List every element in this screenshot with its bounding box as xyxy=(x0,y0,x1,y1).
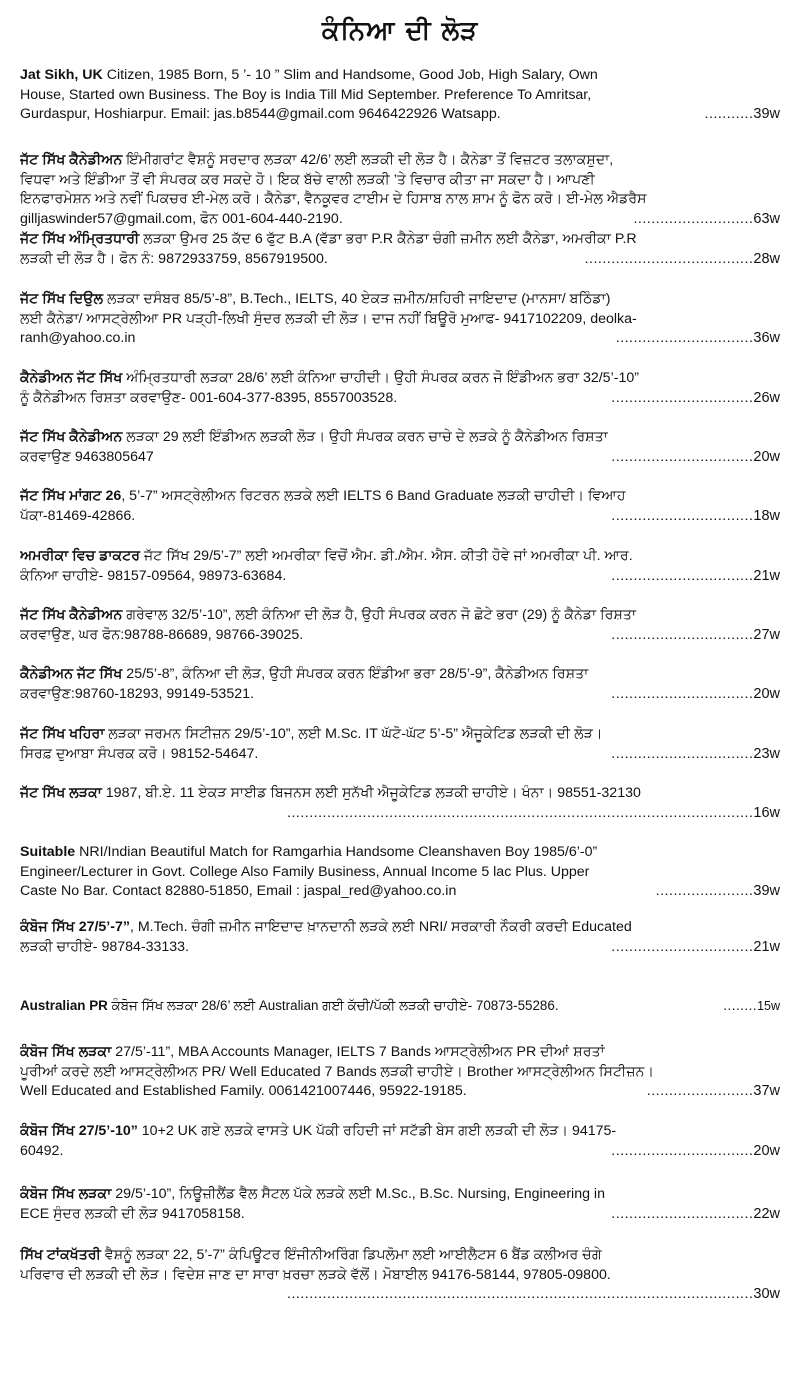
ad-line-text xyxy=(20,685,254,705)
ad-line-text xyxy=(20,429,608,445)
ad-code: 18w xyxy=(753,507,780,524)
ad-code: 23w xyxy=(753,745,780,762)
classified-ad xyxy=(20,606,780,645)
ad-line-text xyxy=(20,1064,654,1080)
ad-line-text xyxy=(20,938,189,958)
ad-line-text xyxy=(20,250,328,270)
ad-body: 27/5’-11”, MBA Accounts Manager, IELTS 7 Bands ਆਸਟ੍ਰੇਲੀਅਨ PR ਦੀਆਂ ਸ਼ਰਤਾਂ xyxy=(111,1044,605,1060)
ad-line-text xyxy=(20,311,637,327)
ad-body: 60492. xyxy=(20,1142,64,1159)
ad-body: ਲਈ ਕੈਨੇਡਾ/ ਆਸਟ੍ਰੇਲੀਆ PR ਪੜ੍ਹੀ-ਲਿਖੀ ਸੁੰਦਰ ਲੜਕੀ ਦੀ ਲੋੜ। ਦਾਜ ਨਹੀਂ ਬਿਊਰੋ ਮੁਆਫ- 9417102209, deolka- xyxy=(20,310,637,327)
classified-ad xyxy=(20,725,780,764)
ad-line xyxy=(20,329,780,349)
ad-line xyxy=(20,784,780,804)
ad-lead: ਜੱਟ ਸਿੱਖ ਕੈਨੇਡੀਅਨ xyxy=(20,152,123,168)
ad-body: ਇੰਮੀਗਰਾਂਟ ਵੈਸ਼ਨੂੰ ਸਰਦਾਰ ਲੜਕਾ 42/6’ ਲਈ ਲੜਕੀ ਦੀ ਲੋੜ ਹੈ। ਕੈਨੇਡਾ ਤੋਂ ਵਿਜ਼ਟਰ ਤਲਾਕਸ਼ੁਦਾ, xyxy=(122,152,614,168)
ad-line xyxy=(20,1285,780,1305)
ad-line-text xyxy=(20,996,559,1016)
ad-line-text xyxy=(20,844,597,860)
classified-ad xyxy=(20,1185,780,1224)
ad-leader-dots: ...................................... xyxy=(584,250,754,267)
ad-body: Citizen, 1985 Born, 5 ’- 10 ” Slim and Handsome, Good Job, High Salary, Own xyxy=(102,67,598,83)
ad-line xyxy=(20,1122,780,1142)
ad-line-text xyxy=(20,291,610,307)
ad-body: ਲੜਕੀ ਦੀ ਲੋੜ ਹੈ। ਫੋਨ ਨੰ: 9872933759, 8567919500. xyxy=(20,250,328,267)
ad-lead: ਕੰਬੋਜ ਸਿੱਖ ਲੜਕਾ xyxy=(20,1186,112,1202)
classified-ad xyxy=(20,230,780,269)
ad-leader-dots: ................................ xyxy=(611,745,754,762)
ad-leader-dots: ......................................................................................................... xyxy=(287,804,754,821)
ad-lead: ਜੱਟ ਸਿੱਖ ਮਾਂਗਟ 26 xyxy=(20,488,122,504)
ad-leader-dots: ................................ xyxy=(611,626,754,643)
ad-code: 20w xyxy=(753,448,780,465)
ad-leader-dots: ................................ xyxy=(611,1142,754,1159)
ad-body: ਲੜਕੀ ਚਾਹੀਏ- 98784-33133. xyxy=(20,938,190,955)
classified-ad xyxy=(20,428,780,467)
ad-line xyxy=(20,171,780,191)
ad-line xyxy=(20,448,780,468)
ad-lead: ਜੱਟ ਸਿੱਖ ਦਿਉਲ xyxy=(20,291,104,307)
classified-ad xyxy=(20,784,780,823)
ad-body: 1987, ਬੀ.ਏ. 11 ਏਕੜ ਸਾਈਡ ਬਿਜਨਸ ਲਈ ਸੁਨੱਖੀ ਐਜੂਕੇਟਿਡ ਲੜਕੀ ਚਾਹੀਏ। ਖੰਨਾ। 98551-32130 xyxy=(101,785,641,801)
ad-line xyxy=(20,626,780,646)
ad-leader-dots: ........ xyxy=(723,998,758,1013)
ad-lead: ਕੈਨੇਡੀਅਨ ਜੱਟ ਸਿੱਖ xyxy=(20,370,123,386)
ad-body: ਪੱਕਾ-81469-42866. xyxy=(20,507,136,524)
ad-line-text xyxy=(20,1247,602,1263)
classified-ad xyxy=(20,1246,780,1305)
ad-line-text xyxy=(20,626,303,646)
classified-ad xyxy=(20,369,780,408)
ad-line-text xyxy=(20,105,501,125)
ad-line-text xyxy=(20,87,591,103)
ad-code: 20w xyxy=(753,1142,780,1159)
ad-line xyxy=(20,1185,780,1205)
ad-lead: ਜੱਟ ਸਿੱਖ ਲੜਕਾ xyxy=(20,785,102,801)
ad-line-text xyxy=(20,726,603,742)
ad-line xyxy=(20,1082,780,1102)
ad-lead: ਅਮਰੀਕਾ ਵਿਚ ਡਾਕਟਰ xyxy=(20,548,141,564)
ad-line xyxy=(20,487,780,507)
ad-leader-dots: ................................ xyxy=(611,448,754,465)
ad-code: 27w xyxy=(753,626,780,643)
ad-code: 21w xyxy=(753,938,780,955)
ad-body: ਨੂੰ ਕੈਨੇਡੀਅਨ ਰਿਸ਼ਤਾ ਕਰਵਾਉਣ- 001-604-377-8395, 8557003528. xyxy=(20,389,398,406)
ad-lead: ਕੈਨੇਡੀਅਨ ਜੱਟ ਸਿੱਖ xyxy=(20,666,123,682)
ad-line xyxy=(20,86,780,106)
ad-line xyxy=(20,389,780,409)
ad-line xyxy=(20,804,780,824)
classified-ad xyxy=(20,665,780,704)
classified-ad xyxy=(20,151,780,229)
ad-code: 63w xyxy=(753,210,780,227)
ad-lead: ਕੰਬੋਜ ਸਿੱਖ 27/5’-10” xyxy=(20,1123,138,1139)
ad-line-text xyxy=(20,666,588,682)
classified-ad xyxy=(20,487,780,526)
ad-line-text xyxy=(20,548,633,564)
ad-body: House, Started own Business. The Boy is India Till Mid September. Preference To Amritsar, xyxy=(20,86,592,103)
ad-line-text xyxy=(20,488,626,504)
ad-lead: Jat Sikh, UK xyxy=(20,67,103,83)
ad-lead: ਜੱਟ ਸਿੱਖ ਕੈਨੇਡੀਅਨ xyxy=(20,607,123,623)
ad-code: 36w xyxy=(753,330,780,347)
ad-line xyxy=(20,918,780,938)
ad-line xyxy=(20,843,780,863)
ad-line xyxy=(20,547,780,567)
ad-lead: ਜੱਟ ਸਿੱਖ ਕੈਨੇਡੀਅਨ xyxy=(20,429,123,445)
ad-code: 37w xyxy=(753,1083,780,1100)
ad-body: Well Educated and Established Family. 0061421007446, 95922-19185. xyxy=(20,1083,467,1100)
ad-lead: ਕੰਬੋਜ ਸਿੱਖ 27/5’-7” xyxy=(20,919,130,935)
ad-line-text xyxy=(20,172,595,188)
ad-line xyxy=(20,1205,780,1225)
ad-leader-dots: ............................... xyxy=(615,330,754,347)
ad-line-text xyxy=(20,1123,616,1139)
ad-lead: Suitable xyxy=(20,844,76,860)
ad-code: 26w xyxy=(753,389,780,406)
ad-lead: ਜੱਟ ਸਿੱਖ ਅੰਮ੍ਰਿਤਧਾਰੀ xyxy=(20,231,140,247)
ad-line-text xyxy=(20,1267,611,1283)
ad-line-text xyxy=(20,389,397,409)
ad-code: 30w xyxy=(753,1286,780,1303)
ad-line-text xyxy=(20,567,286,587)
ad-line xyxy=(20,725,780,745)
ad-leader-dots: ...................... xyxy=(655,883,754,900)
ad-line-text xyxy=(20,919,632,935)
ad-line-text xyxy=(20,329,135,349)
ad-body: ECE ਸੁੰਦਰ ਲੜਕੀ ਦੀ ਲੋੜ 9417058158. xyxy=(20,1205,245,1222)
ad-line-text xyxy=(20,745,258,765)
ad-leader-dots: ......................................................................................................... xyxy=(287,1286,754,1303)
ad-body: 10+2 UK ਗਏ ਲੜਕੇ ਵਾਸਤੇ UK ਪੱਕੀ ਰਹਿਦੀ ਜਾਂ ਸਟੱਡੀ ਬੇਸ ਗਈ ਲੜਕੀ ਦੀ ਲੋੜ। 94175- xyxy=(137,1123,617,1139)
ad-body: ਕਰਵਾਉਣ 9463805647 xyxy=(20,448,154,465)
ad-line-text xyxy=(20,152,613,168)
ad-line-text xyxy=(20,370,639,386)
ad-line xyxy=(20,190,780,210)
ad-body: ਪਰਿਵਾਰ ਦੀ ਲੜਕੀ ਦੀ ਲੋੜ। ਵਿਦੇਸ਼ ਜਾਣ ਦਾ ਸਾਰਾ ਖ਼ਰਚਾ ਲੜਕੇ ਵੱਲੋਂ। ਮੋਬਾਈਲ 94176-58144, 97805-09800. xyxy=(20,1266,611,1283)
ad-body: Gurdaspur, Hoshiarpur. Email: jas.b8544@gmail.com 9646422926 Watsapp. xyxy=(20,106,501,123)
ad-line-text xyxy=(20,191,647,207)
classified-ad xyxy=(20,1043,780,1102)
ad-code: 16w xyxy=(753,804,780,821)
ad-body: NRI/Indian Beautiful Match for Ramgarhia Handsome Cleanshaven Boy 1985/6’-0” xyxy=(75,844,598,860)
ad-body: Caste No Bar. Contact 82880-51850, Email : jaspal_red@yahoo.co.in xyxy=(20,883,457,900)
ad-body: ਕਰਵਾਉਣ:98760-18293, 99149-53521. xyxy=(20,685,254,702)
ad-line xyxy=(20,210,780,230)
ad-line xyxy=(20,685,780,705)
ad-code: 39w xyxy=(753,106,780,123)
ad-line-text xyxy=(20,882,456,902)
ad-body: ਅੰਮ੍ਰਿਤਧਾਰੀ ਲੜਕਾ 28/6’ ਲਈ ਕੰਨਿਆ ਚਾਹੀਦੀ। ਉਹੀ ਸੰਪਰਕ ਕਰਨ ਜੋ ਇੰਡੀਅਨ ਭਰਾ 32/5’-10” xyxy=(122,370,639,386)
ad-line-text xyxy=(20,1142,63,1162)
ad-line xyxy=(20,1142,780,1162)
ad-line xyxy=(20,507,780,527)
ad-code: 15w xyxy=(757,999,780,1013)
ad-body: ਕੰਨਿਆ ਚਾਹੀਏ- 98157-09564, 98973-63684. xyxy=(20,567,287,584)
ad-body: ਲੜਕਾ ਉਮਰ 25 ਕੱਦ 6 ਫੁੱਟ B.A (ਵੱਡਾ ਭਰਾ P.R ਕੈਨੇਡਾ ਚੰਗੀ ਜ਼ਮੀਨ ਲਈ ਕੈਨੇਡਾ, ਅਮਰੀਕਾ P.R xyxy=(139,231,637,247)
ad-line-text xyxy=(20,1186,605,1202)
ad-line-text xyxy=(20,448,154,468)
ad-body: 25/5’-8”, ਕੰਨਿਆ ਦੀ ਲੋੜ, ਉਹੀ ਸੰਪਰਕ ਕਰਨ ਇੰਡੀਆ ਭਰਾ 28/5’-9”, ਕੈਨੇਡੀਅਨ ਰਿਸ਼ਤਾ xyxy=(122,666,589,682)
ad-line xyxy=(20,105,780,125)
ad-body: , 5’-7” ਅਸਟ੍ਰੇਲੀਅਨ ਰਿਟਰਨ ਲੜਕੇ ਲਈ IELTS 6 Band Graduate ਲੜਕੀ ਚਾਹੀਦੀ। ਵਿਆਹ xyxy=(121,488,626,504)
ad-leader-dots: ................................ xyxy=(611,1205,754,1222)
ad-body: ਵਿਧਵਾ ਅਤੇ ਇੰਡੀਆ ਤੋਂ ਵੀ ਸੰਪਰਕ ਕਰ ਸਕਦੇ ਹੋ। ਇਕ ਬੱਚੇ ਵਾਲੀ ਲੜਕੀ ’ਤੇ ਵਿਚਾਰ ਕੀਤਾ ਜਾ ਸਕਦਾ ਹੈ। ਆਪਣੀ xyxy=(20,171,595,188)
ad-body: ਕੰਬੋਜ ਸਿੱਖ ਲੜਕਾ 28/6’ ਲਈ Australian ਗਈ ਕੱਚੀ/ਪੱਕੀ ਲੜਕੀ ਚਾਹੀਏ- 70873-55286. xyxy=(107,998,559,1013)
ad-body: ਲੜਕਾ ਜਰਮਨ ਸਿਟੀਜ਼ਨ 29/5’-10”, ਲਈ M.Sc. IT ਘੱਟੋ-ਘੱਟ 5’-5” ਐਜੂਕੇਟਿਡ ਲੜਕੀ ਦੀ ਲੋੜ। xyxy=(104,726,603,742)
ad-body: ਲੜਕਾ ਦਸੰਬਰ 85/5’-8”, B.Tech., IELTS, 40 ਏਕੜ ਜ਼ਮੀਨ/ਸ਼ਹਿਰੀ ਜਾਇਦਾਦ (ਮਾਨਸਾ/ ਬਠਿੰਡਾ) xyxy=(103,291,611,307)
ad-body: , M.Tech. ਚੰਗੀ ਜ਼ਮੀਨ ਜਾਇਦਾਦ ਖ਼ਾਨਦਾਨੀ ਲੜਕੇ ਲਈ NRI/ ਸਰਕਾਰੀ ਨੌਕਰੀ ਕਰਦੀ Educated xyxy=(129,919,632,935)
ad-line-text xyxy=(20,785,641,801)
ad-line xyxy=(20,745,780,765)
ad-line xyxy=(20,310,780,330)
ad-body: ਇਨਫਾਰਮੇਸ਼ਨ ਅਤੇ ਨਵੀਂ ਪਿਕਚਰ ਈ-ਮੇਲ ਕਰੋ। ਕੈਨੇਡਾ, ਵੈਨਕੂਵਰ ਟਾਈਮ ਦੇ ਹਿਸਾਬ ਨਾਲ ਸ਼ਾਮ ਨੂੰ ਫੋਨ ਕਰੋ। ਈ-ਮੇਲ ਐਡਰੈਸ xyxy=(20,191,647,208)
ad-line xyxy=(20,567,780,587)
classified-ad xyxy=(20,290,780,349)
classified-ad xyxy=(20,1122,780,1161)
classified-ad xyxy=(20,66,780,125)
ad-line xyxy=(20,428,780,448)
ad-line xyxy=(20,151,780,171)
ad-code: 28w xyxy=(753,250,780,267)
ad-lead: ਸਿੱਖ ਟਾਂਕਖੱਤਰੀ xyxy=(20,1247,101,1263)
ad-line-text xyxy=(20,864,589,880)
ad-line xyxy=(20,290,780,310)
ad-line xyxy=(20,1063,780,1083)
ad-leader-dots: ........................... xyxy=(633,210,754,227)
ad-line xyxy=(20,863,780,883)
ad-line xyxy=(20,1246,780,1266)
ad-line xyxy=(20,66,780,86)
ad-line-text xyxy=(20,67,598,83)
ad-leader-dots: ................................ xyxy=(611,938,754,955)
ad-body: ਵੈਸ਼ਨੂੰ ਲੜਕਾ 22, 5’-7” ਕੰਪਿਊਟਰ ਇੰਜੀਨੀਅਰਿੰਗ ਡਿਪਲੋਮਾ ਲਈ ਆਈਲੈਟਸ 6 ਬੈਂਡ ਕਲੀਅਰ ਚੰਗੇ xyxy=(100,1247,602,1263)
ad-line xyxy=(20,230,780,250)
classified-ad xyxy=(20,996,780,1017)
ad-line-text xyxy=(20,210,343,230)
ad-lead: ਕੰਬੋਜ ਸਿੱਖ ਲੜਕਾ xyxy=(20,1044,112,1060)
ad-leader-dots: ................................ xyxy=(611,685,754,702)
ad-leader-dots: ................................ xyxy=(611,507,754,524)
ad-line-text xyxy=(20,231,637,247)
ad-body: ਜੱਟ ਸਿੱਖ 29/5’-7” ਲਈ ਅਮਰੀਕਾ ਵਿਚੋਂ ਐਮ. ਡੀ./ਐਮ. ਐਸ. ਕੀਤੀ ਹੋਵੇ ਜਾਂ ਅਮਰੀਕਾ ਪੀ. ਆਰ. xyxy=(140,548,633,564)
ad-body: gilljaswinder57@gmail.com, ਫੋਨ 001-604-440-2190. xyxy=(20,210,343,227)
ad-line xyxy=(20,1043,780,1063)
ad-line xyxy=(20,938,780,958)
ad-line-text xyxy=(20,607,636,623)
ad-line xyxy=(20,996,780,1017)
ad-body: ਗਰੇਵਾਲ 32/5’-10”, ਲਈ ਕੰਨਿਆ ਦੀ ਲੋੜ ਹੈ, ਉਹੀ ਸੰਪਰਕ ਕਰਨ ਜੋ ਛੋਟੇ ਭਰਾ (29) ਨੂੰ ਕੈਨੇਡਾ ਰਿਸ਼ਤਾ xyxy=(122,607,637,623)
ad-leader-dots: ........... xyxy=(704,106,754,123)
ad-leader-dots: ................................ xyxy=(611,567,754,584)
ad-body: ਪੂਰੀਆਂ ਕਰਦੇ ਲਈ ਆਸਟ੍ਰੇਲੀਅਨ PR/ Well Educated 7 Bands ਲੜਕੀ ਚਾਹੀਏ। Brother ਆਸਟ੍ਰੇਲੀਅਨ ਸਿਟੀਜ਼ਨ। xyxy=(20,1063,655,1080)
ad-line xyxy=(20,250,780,270)
ad-body: ਕਰਵਾਉਣ, ਘਰ ਫੋਨ:98788-86689, 98766-39025. xyxy=(20,626,304,643)
ad-line-text xyxy=(20,1205,245,1225)
ad-line-text xyxy=(20,507,135,527)
ad-body: ਸਿਰਫ਼ ਦੁਆਬਾ ਸੰਪਰਕ ਕਰੋ। 98152-54647. xyxy=(20,745,259,762)
ad-body: 29/5’-10”, ਨਿਊਜ਼ੀਲੈਂਡ ਵੈਲ ਸੈਟਲ ਪੱਕੇ ਲੜਕੇ ਲਈ M.Sc., B.Sc. Nursing, Engineering in xyxy=(111,1186,605,1202)
ad-line-text xyxy=(20,1044,605,1060)
ad-leader-dots: ........................ xyxy=(646,1083,754,1100)
ad-lead: Australian PR xyxy=(20,998,108,1013)
ad-code: 39w xyxy=(753,883,780,900)
classified-ad xyxy=(20,547,780,586)
ad-body: ਲੜਕਾ 29 ਲਈ ਇੰਡੀਅਨ ਲੜਕੀ ਲੋੜ। ਉਹੀ ਸੰਪਰਕ ਕਰਨ ਚਾਚੇ ਦੇ ਲੜਕੇ ਨੂੰ ਕੈਨੇਡੀਅਨ ਰਿਸ਼ਤਾ xyxy=(122,429,608,445)
classified-ad xyxy=(20,843,780,902)
ad-line xyxy=(20,1266,780,1286)
ad-body: Engineer/Lecturer in Govt. College Also Family Business, Annual Income 5 lac Plus. Upper xyxy=(20,863,590,880)
ad-line xyxy=(20,665,780,685)
ad-line xyxy=(20,882,780,902)
page-title: ਕੰਨਿਆ ਦੀ ਲੋੜ xyxy=(321,16,479,46)
ad-line-text xyxy=(20,1082,467,1102)
ad-body: ranh@yahoo.co.in xyxy=(20,330,136,347)
ad-line xyxy=(20,606,780,626)
ad-code: 20w xyxy=(753,685,780,702)
ad-line xyxy=(20,369,780,389)
ad-code: 21w xyxy=(753,567,780,584)
ad-leader-dots: ................................ xyxy=(611,389,754,406)
ad-code: 22w xyxy=(753,1205,780,1222)
ad-lead: ਜੱਟ ਸਿੱਖ ਖਹਿਰਾ xyxy=(20,726,105,742)
classified-ad xyxy=(20,918,780,957)
